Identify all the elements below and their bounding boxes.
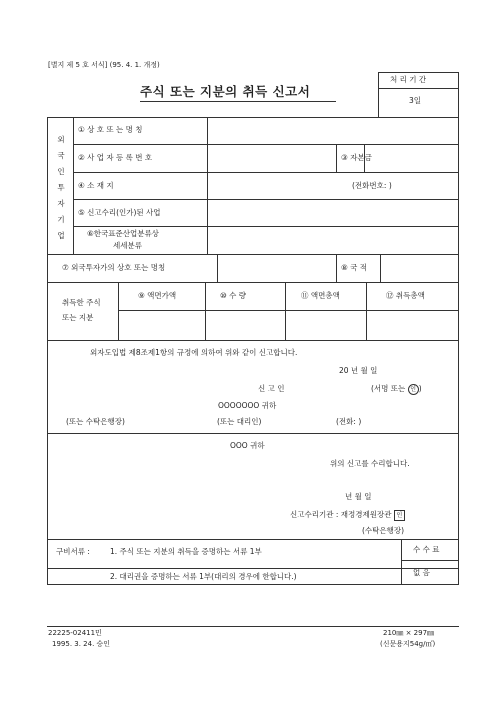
fee-label: 수 수 료 — [413, 545, 440, 554]
acceptance-authority: 신고수리기관 : 재정경제원장관 인 — [290, 510, 405, 521]
investor-section-label: 외 국 인 투 자 기 업 — [57, 135, 65, 240]
address-label: ④ 소 재 지 — [78, 181, 114, 190]
signature-field: (서명 또는 인 ) — [371, 384, 422, 393]
quantity-header: ⑩ 수 량 — [220, 291, 246, 300]
acceptance-bank: (수탁은행장) — [362, 526, 405, 535]
face-value-header: ⑨ 액면가액 — [138, 291, 177, 300]
phone-field: (전화번호: ) — [352, 181, 392, 190]
company-name-label: ① 상 호 또 는 명 칭 — [78, 125, 143, 134]
declaration-addressee: OOOOOOO 귀하 — [218, 401, 277, 410]
paper-size: 210㎜ × 297㎜ — [383, 629, 435, 637]
declaration-date: 20 년 월 일 — [339, 366, 378, 375]
declarant-label: 신 고 인 — [258, 384, 285, 393]
form-number: [별지 제 5 호 서식] (95. 4. 1. 개정) — [48, 61, 160, 69]
approved-business-label: ⑤ 신고수리(인가)된 사업 — [78, 208, 161, 217]
industry-code-label-2: 세세분류 — [113, 241, 142, 250]
paper-type: (신문용지54g/㎡) — [380, 640, 436, 648]
document-item-2: 2. 대리권을 증명하는 서류 1부(대리의 경우에 한합니다.) — [110, 572, 297, 581]
acquisition-label-1: 취득한 주식 — [62, 298, 101, 307]
declaration-phone: (전화: ) — [336, 417, 362, 426]
business-reg-label: ② 사 업 자 등 록 번 호 — [78, 153, 153, 162]
capital-label: ③ 자본금 — [341, 153, 372, 162]
agent-label: (또는 대리인) — [217, 417, 262, 426]
documents-label: 구비서류 : — [56, 547, 90, 556]
industry-code-label-1: ⑥한국표준산업분류상 — [87, 229, 159, 238]
approval-date: 1995. 3. 24. 승인 — [52, 640, 111, 648]
total-face-value-header: ⑪ 액면총액 — [301, 291, 340, 300]
form-title: 주식 또는 지분의 취득 신고서 — [140, 84, 311, 99]
declaration-text: 외자도입법 제8조제1항의 규정에 의하여 위와 같이 신고합니다. — [90, 348, 298, 357]
acquisition-label-2: 또는 지분 — [62, 313, 94, 322]
document-item-1: 1. 주식 또는 지분의 취득을 증명하는 서류 1부 — [110, 547, 262, 556]
nationality-label: ⑧ 국 적 — [341, 263, 367, 272]
total-acquisition-header: ⑫ 취득총액 — [386, 291, 425, 300]
seal-icon: 인 — [408, 384, 419, 395]
acceptance-text: 위의 신고를 수리합니다. — [330, 459, 410, 468]
acceptance-addressee: OOO 귀하 — [230, 441, 265, 450]
title-underline — [140, 101, 336, 102]
fee-value: 없 음 — [413, 568, 430, 577]
processing-value: 3일 — [409, 96, 422, 105]
bank-alt-label: (또는 수탁은행장) — [66, 417, 125, 426]
seal-square-icon: 인 — [394, 510, 405, 521]
investor-name-label: ⑦ 외국투자가의 상호 또는 명칭 — [62, 263, 166, 272]
processing-label: 처 리 기 간 — [390, 75, 427, 84]
acceptance-date: 년 월 일 — [345, 492, 372, 501]
form-code: 22225-02411민 — [48, 629, 102, 637]
